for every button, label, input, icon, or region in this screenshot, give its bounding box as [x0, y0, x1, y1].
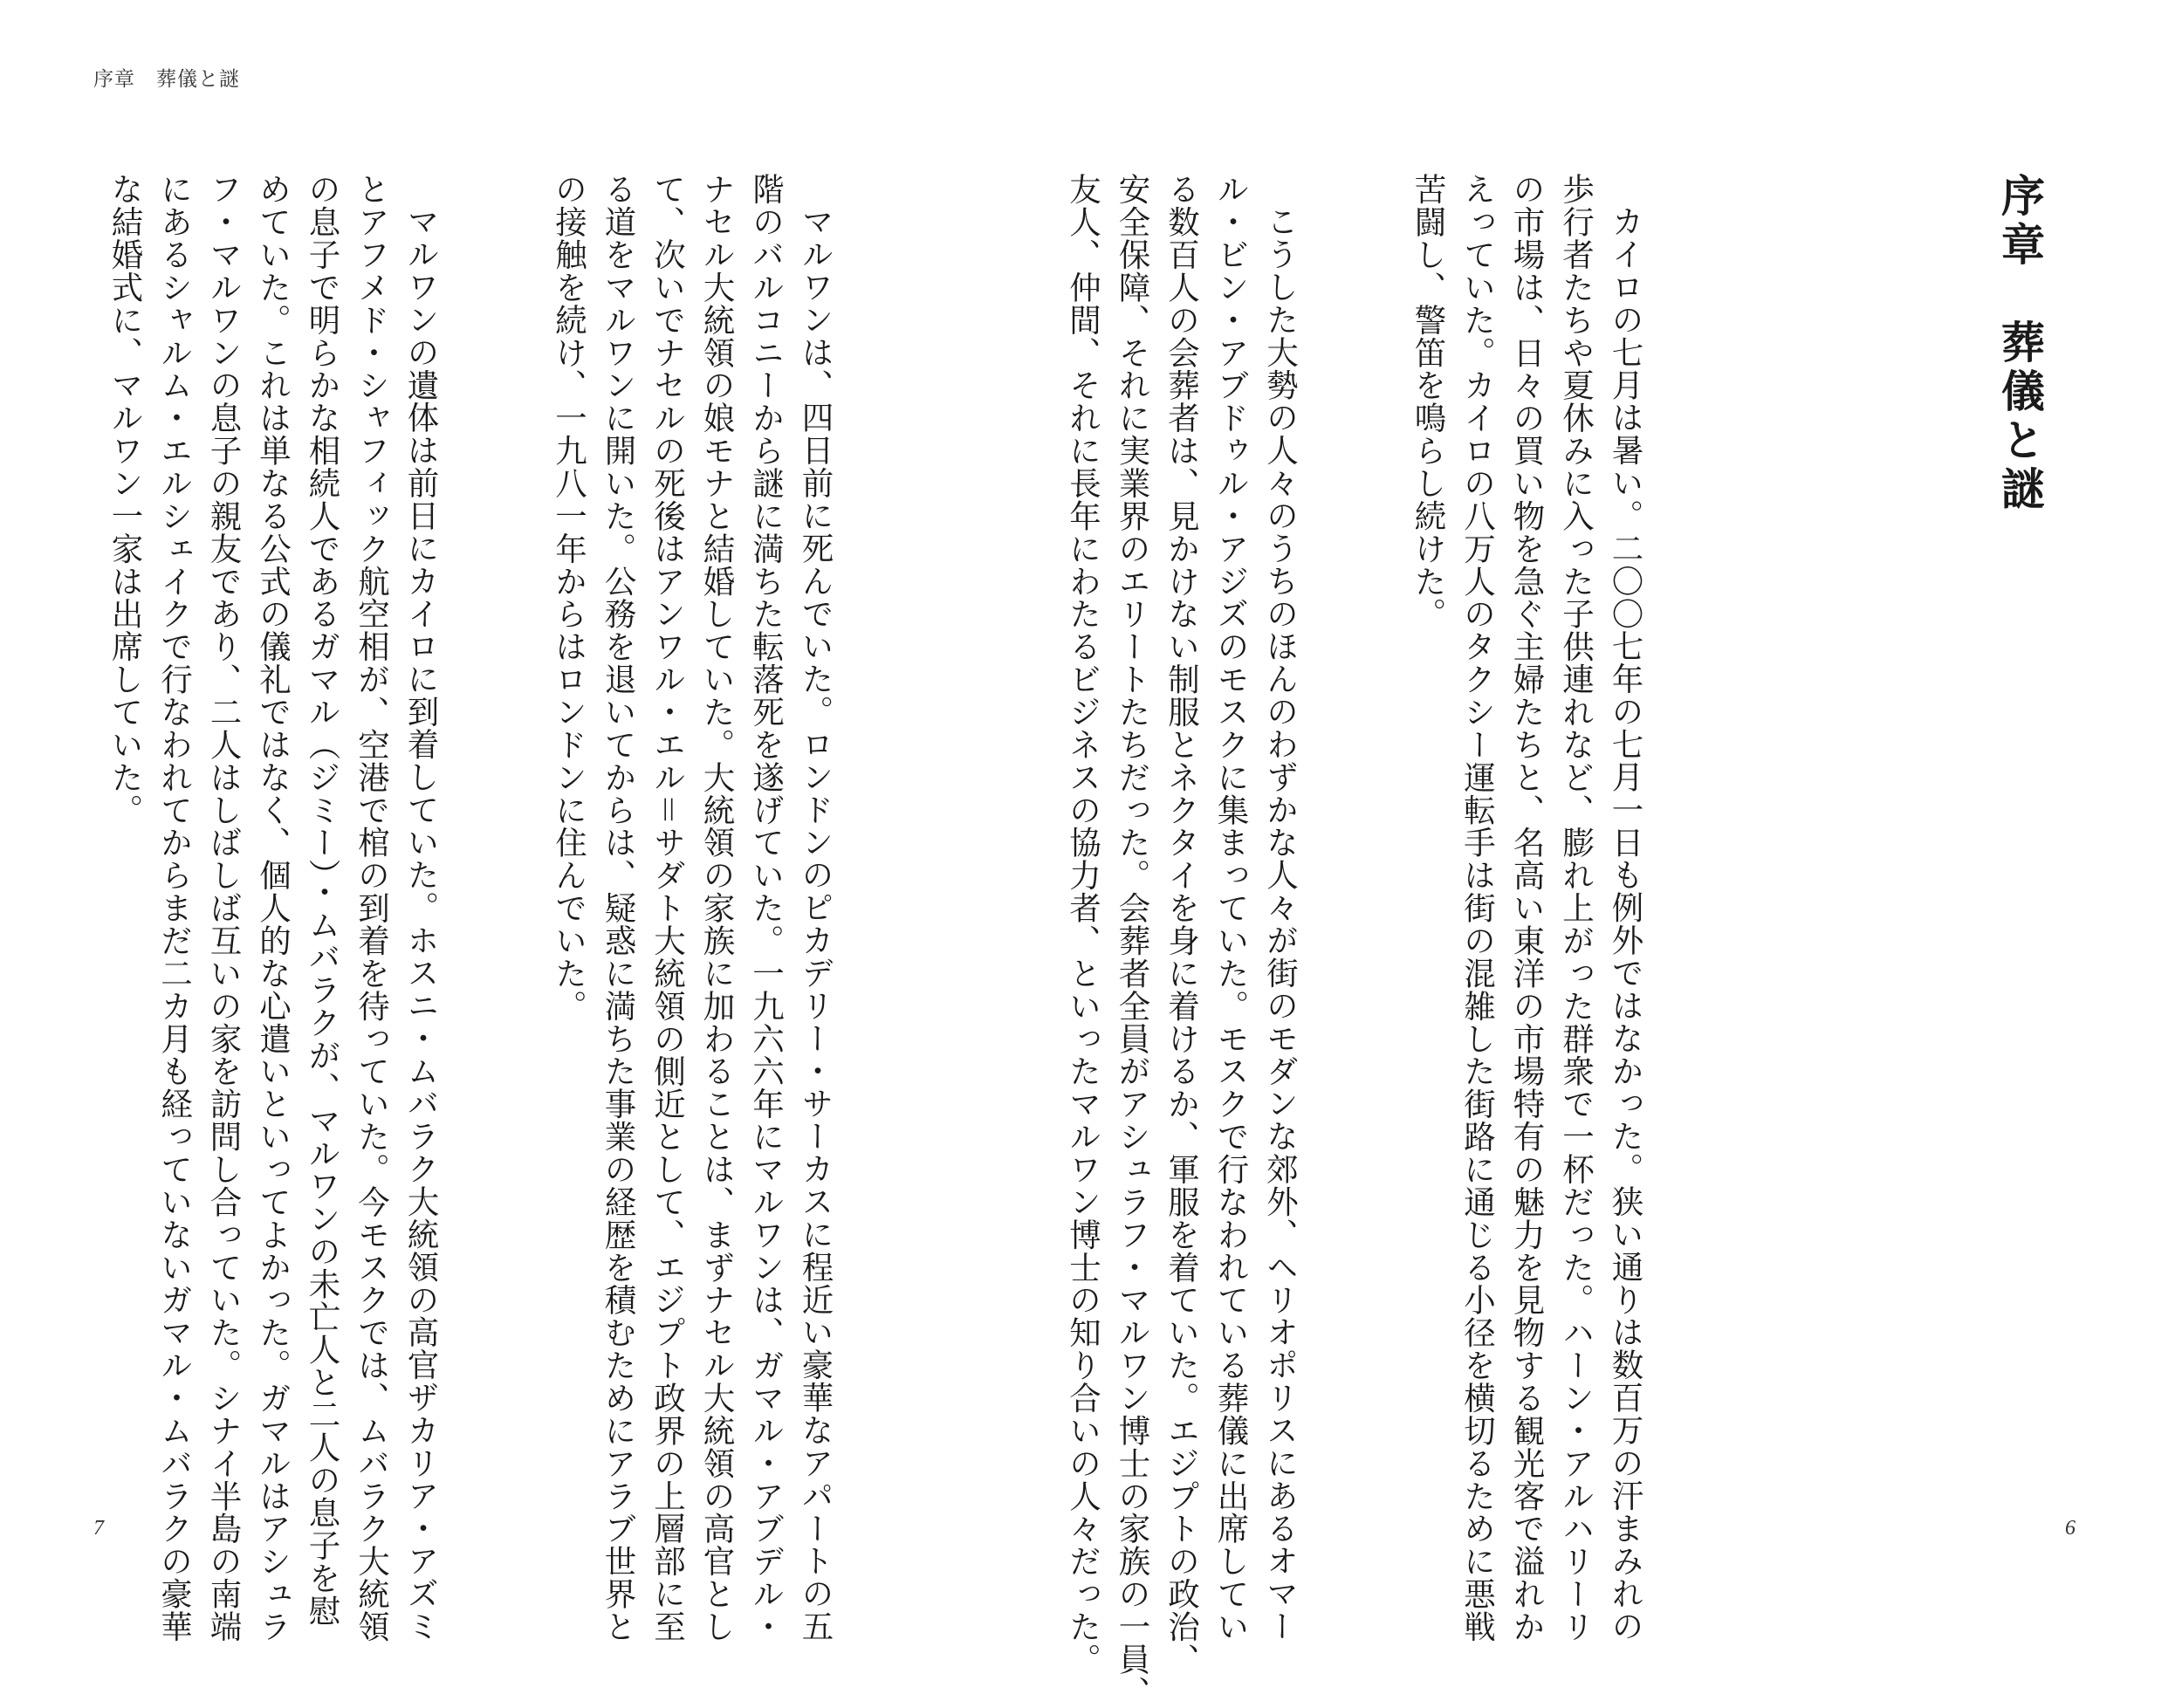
right-page-body	[1064, 173, 1748, 1708]
left-paragraph-2: マルワンの遺体は前日にカイロに到着していた。ホスニ・ムバラク大統領の高官ザカリア・アズミ とアフメド・シャフィック航空相が、空港で棺の到着を待っていた。今モスクでは、ムバラク大統領 の息子で明らかな相続人であるガマル（ジミー）・ムバラクが、マルワンの未亡人と二人の息子を慰 めていた。これは単なる公式の儀礼ではなく、個人的な心遣いといってよかった。ガマルはアシュラ フ・マルワンの息子の親友であり、二人はしばしば互いの家を訪問し合っていた。シナイ半島の南端 にあるシャルム・エルシェイクで行なわれてからまだ二カ月も経っていないガマル・ムバラクの豪華 な結婚式に、マルワン一家は出席していた。	[106, 173, 440, 1643]
page-number-right: 6	[2065, 1517, 2076, 1540]
running-head: 序章 葬儀と謎	[93, 68, 240, 91]
right-paragraph-2: こうした大勢の人々のうちのほんのわずかな人々が街のモダンな郊外、ヘリオポリスにあるオマー ル・ビン・アブドゥル・アジズのモスクに集まっていた。モスクで行なわれている葬儀に出席してい る数百人の会葬者は、見かけない制服とネクタイを身に着けるか、軍服を着ていた。エジプトの政治、 安全保障、それに実業界のエリートたちだった。会葬者全員がアシュラフ・マルワン博士の家族の一員、 友人、仲間、それに長年にわたるビジネスの協力者、といったマルワン博士の知り合いの人々だった。	[1064, 173, 1300, 1708]
left-paragraph-1: マルワンは、四日前に死んでいた。ロンドンのピカデリー・サーカスに程近い豪華なアパートの五 階のバルコニーから謎に満ちた転落死を遂げていた。一九六六年にマルワンは、ガマル・アブデル・ ナセル大統領の娘モナと結婚していた。大統領の家族に加わることは、まずナセル大統領の高官とし て、次いでナセルの死後はアンワル・エル＝サダト大統領の側近として、エジプト政界の上層部に至 る道をマルワンに開いた。公務を退いてからは、疑惑に満ちた事業の経歴を積むためにアラブ世界と の接触を続け、一九八一年からはロンドンに住んでいた。	[550, 173, 834, 1643]
left-page-body	[83, 173, 938, 1643]
chapter-title: 序章 葬儀と謎	[1994, 173, 2046, 515]
page-number-left: 7	[93, 1517, 104, 1540]
left-paragraph-3	[0, 173, 2, 1438]
right-paragraph-1: カイロの七月は暑い。二〇〇七年の七月一日も例外ではなかった。狭い通りは数百万の汗まみれの 歩行者たちや夏休みに入った子供連れなど、膨れ上がった群衆で一杯だった。ハーン・アルハリーリ の市場は、日々の買い物を急ぐ主婦たちと、名高い東洋の市場特有の魅力を見物する観光客で溢れか えっていた。カイロの八万人のタクシー運転手は街の混雑した街路に通じる小径を横切るために悪戦 苦闘し、警笛を鳴らし続けた。	[1410, 173, 1644, 1643]
